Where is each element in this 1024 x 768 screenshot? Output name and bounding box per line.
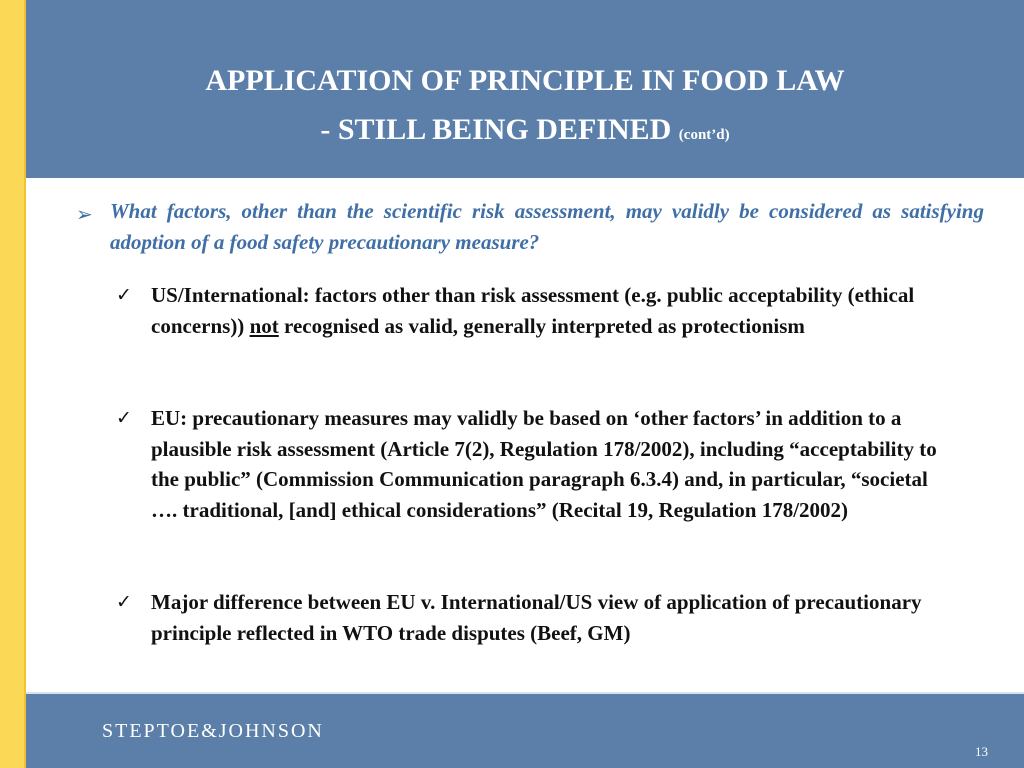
item-text: Major difference between EU v. International/US view of application of precautionary principle reflected in WTO trade disputes (Beef, GM): [151, 590, 922, 645]
slide-content: [26, 182, 1024, 692]
checkmark-icon: ✓: [116, 284, 132, 306]
underlined-word: not: [249, 313, 279, 338]
side-accent-bar: [0, 0, 26, 768]
slide-header: [26, 0, 1024, 180]
item-text: EU: precautionary measures may validly be based on ‘other factors’ in addition to a plausible risk assessment (Article 7(2), Regulation 178/2002), including “acceptability to the public” (Commission Communication paragraph 6.3.4) and, in particular, “societal …. traditional, [and] ethical considerations” (Recital 19, Regulation 178/2002): [151, 406, 937, 522]
company-logo: STEPTOE&JOHNSON: [102, 720, 324, 742]
slide-title-line2: [26, 112, 1024, 153]
arrow-bullet-icon: ➢: [76, 202, 93, 226]
slide-title-line2-text: - STILL BEING DEFINED: [320, 113, 672, 146]
item-text-part: recognised as valid, generally interpreted as protectionism: [278, 313, 805, 338]
item-text: [151, 280, 951, 341]
slide-footer: [26, 692, 1024, 768]
checkmark-icon: ✓: [116, 591, 132, 613]
slide-title-suffix: (cont’d): [678, 127, 730, 143]
question-text: What factors, other than the scientific risk assessment, may validly be considered as satisfying adoption of a food safety precautionary measure?: [110, 199, 984, 254]
slide-title-line1: APPLICATION OF PRINCIPLE IN FOOD LAW: [205, 64, 845, 97]
item-text-part: US/International: factors other than risk assessment (e.g. public acceptability (ethical concerns)): [151, 283, 915, 338]
page-number: 13: [975, 744, 988, 759]
checkmark-icon: ✓: [116, 407, 132, 429]
